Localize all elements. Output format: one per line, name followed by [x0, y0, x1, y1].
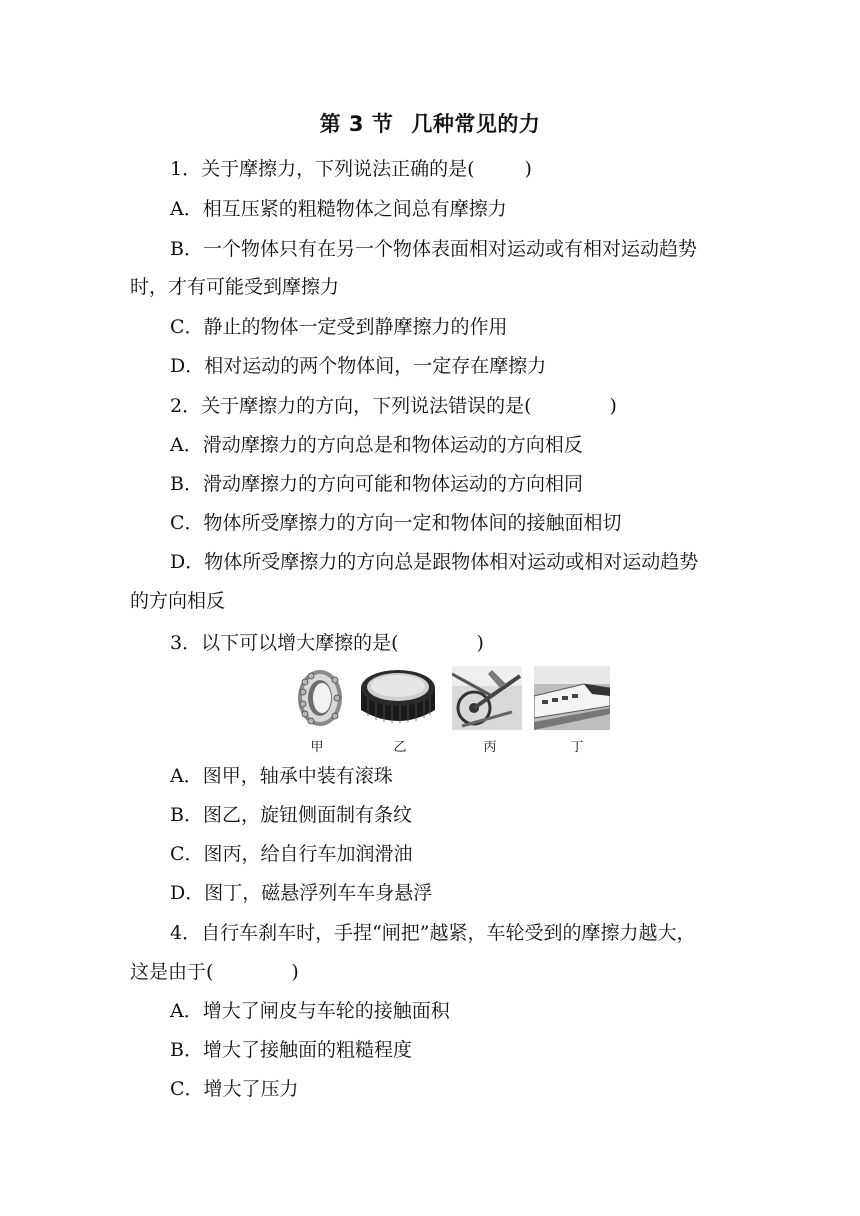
caption-jia: 甲	[310, 740, 324, 755]
q4-close-paren: )	[291, 961, 299, 983]
q3-stem	[170, 630, 484, 656]
q1-option-d: D．相对运动的两个物体间，一定存在摩擦力	[170, 355, 547, 377]
q2-close-paren: )	[609, 395, 617, 417]
q2-stem-text: 2．关于摩擦力的方向，下列说法错误的是(	[170, 395, 532, 417]
q2-option-d: D．物体所受摩擦力的方向总是跟物体相对运动或相对运动趋势	[170, 551, 699, 573]
section-name: 几种常见的力	[411, 112, 541, 136]
q3-option-d: D．图丁，磁悬浮列车车身悬浮	[170, 882, 433, 904]
knob-image	[358, 666, 438, 730]
q4-option-a: A．增大了闸皮与车轮的接触面积	[170, 1000, 450, 1022]
q3-close-paren: )	[476, 632, 484, 654]
bicycle-oil-image	[452, 666, 522, 730]
q1-option-b: B．一个物体只有在另一个物体表面相对运动或有相对运动趋势	[170, 238, 697, 260]
q1-option-c: C．静止的物体一定受到静摩擦力的作用	[170, 316, 508, 338]
q1-option-b-cont: 时，才有可能受到摩擦力	[130, 276, 340, 298]
caption-bing: 丙	[483, 740, 497, 755]
q1-stem-text: 1．关于摩擦力，下列说法正确的是(	[170, 158, 475, 180]
q2-option-b: B．滑动摩擦力的方向可能和物体运动的方向相同	[170, 473, 583, 495]
q2-option-a: A．滑动摩擦力的方向总是和物体运动的方向相反	[170, 434, 583, 456]
q1-option-a: A．相互压紧的粗糙物体之间总有摩擦力	[170, 198, 507, 220]
maglev-train-image	[534, 666, 610, 730]
q3-figure-row	[0, 666, 860, 756]
q3-option-b: B．图乙，旋钮侧面制有条纹	[170, 804, 412, 826]
q3-option-a: A．图甲，轴承中装有滚珠	[170, 765, 393, 787]
caption-ding: 丁	[570, 740, 584, 755]
q2-option-c: C．物体所受摩擦力的方向一定和物体间的接触面相切	[170, 512, 622, 534]
q1-stem	[170, 156, 532, 182]
q3-option-c: C．图丙，给自行车加润滑油	[170, 843, 413, 865]
q3-stem-text: 3．以下可以增大摩擦的是(	[170, 632, 399, 654]
bearing-image	[295, 666, 345, 730]
q4-option-c: C．增大了压力	[170, 1078, 299, 1100]
q4-option-b: B．增大了接触面的粗糙程度	[170, 1039, 412, 1061]
q4-stem: 4．自行车刹车时，手捏“闸把”越紧，车轮受到的摩擦力越大，	[170, 922, 696, 944]
q4-stem-cont	[130, 959, 299, 985]
q2-option-d-cont: 的方向相反	[130, 590, 226, 612]
q2-stem	[170, 393, 617, 419]
q1-close-paren: )	[524, 158, 532, 180]
section-number: 第 3 节	[319, 112, 394, 136]
caption-yi: 乙	[393, 740, 407, 755]
q4-stem-cont-text: 这是由于(	[130, 961, 214, 983]
page-title	[0, 108, 860, 138]
